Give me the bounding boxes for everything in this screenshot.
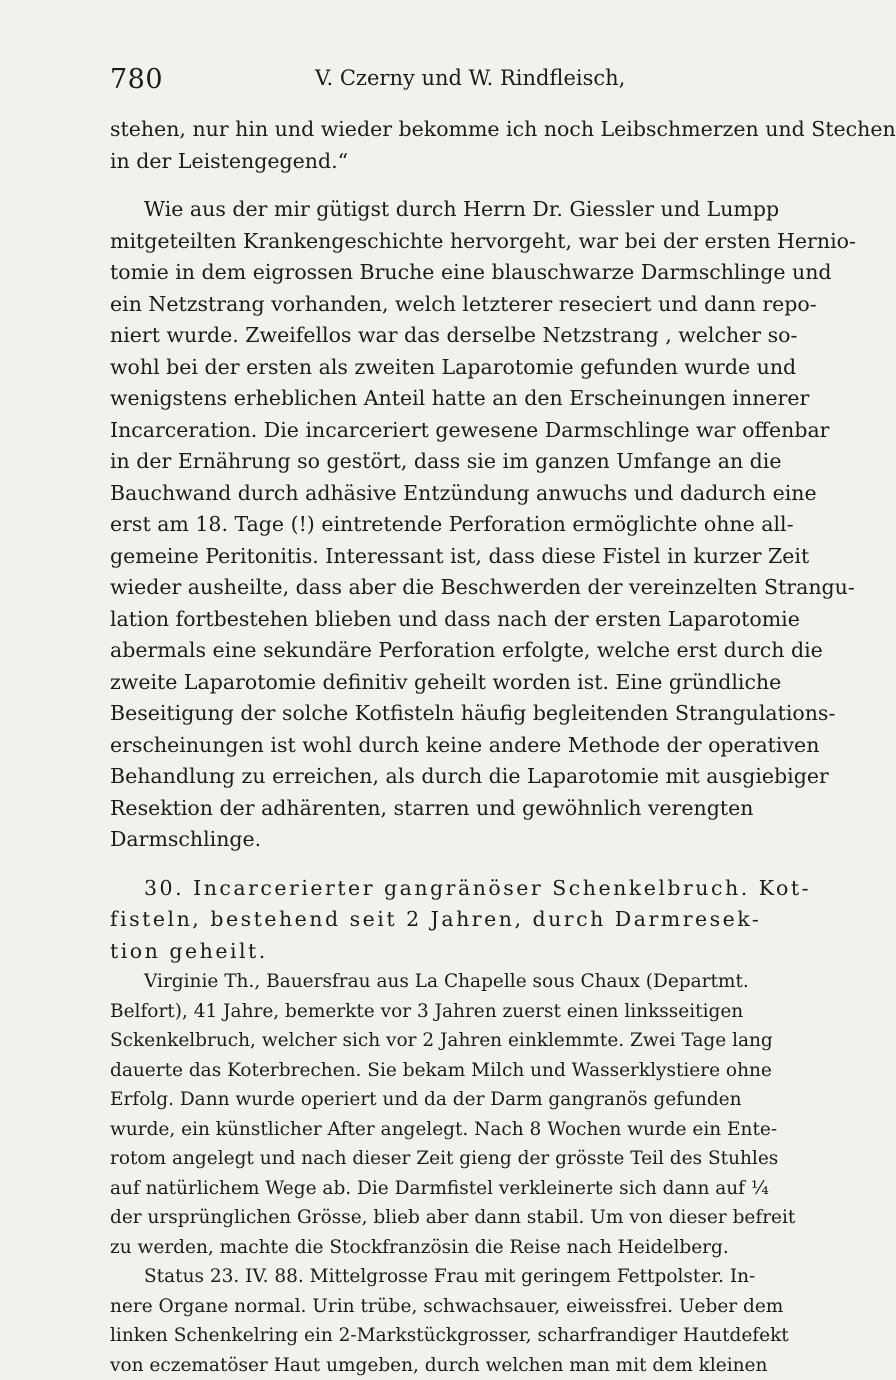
text-line: Bauchwand durch adhäsive Entzündung anwuchs und dadurch eine bbox=[110, 478, 810, 510]
case-history bbox=[110, 967, 810, 1262]
text-line: Erfolg. Dann wurde operiert und da der Darm gangranös gefunden bbox=[110, 1085, 810, 1115]
text-line: Incarceration. Die incarceriert gewesene Darmschlinge war offenbar bbox=[110, 415, 810, 447]
page-header bbox=[110, 64, 720, 96]
text-line: 30. Incarcerierter gangränöser Schenkelbruch. Kot- bbox=[110, 873, 810, 905]
text-line: nere Organe normal. Urin trübe, schwachsauer, eiweissfrei. Ueber dem bbox=[110, 1292, 810, 1322]
text-line: tion geheilt. bbox=[110, 936, 810, 968]
text-line: zweite Laparotomie definitiv geheilt worden ist. Eine gründliche bbox=[110, 667, 810, 699]
text-line: erst am 18. Tage (!) eintretende Perforation ermöglichte ohne all- bbox=[110, 509, 810, 541]
text-line: Darmschlinge. bbox=[110, 824, 810, 856]
text-line: lation fortbestehen blieben und dass nach der ersten Laparotomie bbox=[110, 604, 810, 636]
text-line: wenigstens erheblichen Anteil hatte an den Erscheinungen innerer bbox=[110, 383, 810, 415]
text-line: Beseitigung der solche Kotfisteln häufig begleitenden Strangulations- bbox=[110, 698, 810, 730]
text-line: Status 23. IV. 88. Mittelgrosse Frau mit geringem Fettpolster. In- bbox=[110, 1262, 810, 1292]
text-line: wurde, ein künstlicher After angelegt. Nach 8 Wochen wurde ein Ente- bbox=[110, 1115, 810, 1145]
text-line: linken Schenkelring ein 2-Markstückgrosser, scharfrandiger Hautdefekt bbox=[110, 1321, 810, 1351]
text-line: Belfort), 41 Jahre, bemerkte vor 3 Jahren zuerst einen linksseitigen bbox=[110, 997, 810, 1027]
text-line: mitgeteilten Krankengeschichte hervorgeht, war bei der ersten Hernio- bbox=[110, 226, 810, 258]
text-line: ein Netzstrang vorhanden, welch letzterer reseciert und dann repo- bbox=[110, 289, 810, 321]
paragraph-quote-end bbox=[110, 114, 810, 177]
text-line: stehen, nur hin und wieder bekomme ich noch Leibschmerzen und Stechen bbox=[110, 114, 810, 146]
paragraph-discussion bbox=[110, 194, 810, 856]
text-line: in der Leistengegend.“ bbox=[110, 146, 810, 178]
text-line: auf natürlichem Wege ab. Die Darmfistel verkleinerte sich dann auf ¼ bbox=[110, 1174, 810, 1204]
text-line: dauerte das Koterbrechen. Sie bekam Milch und Wasserklystiere ohne bbox=[110, 1056, 810, 1086]
text-line: erscheinungen ist wohl durch keine andere Methode der operativen bbox=[110, 730, 810, 762]
text-line: rotom angelegt und nach dieser Zeit gieng der grösste Teil des Stuhles bbox=[110, 1144, 810, 1174]
text-line: wieder ausheilte, dass aber die Beschwerden der vereinzelten Strangu- bbox=[110, 572, 810, 604]
text-line: Virginie Th., Bauersfrau aus La Chapelle sous Chaux (Departmt. bbox=[110, 967, 810, 997]
page-body bbox=[110, 114, 810, 1380]
text-line: fisteln, bestehend seit 2 Jahren, durch Darmresek- bbox=[110, 904, 810, 936]
text-line: Sckenkelbruch, welcher sich vor 2 Jahren einklemmte. Zwei Tage lang bbox=[110, 1026, 810, 1056]
page-number: 780 bbox=[110, 64, 163, 95]
text-line: von eczematöser Haut umgeben, durch welchen man mit dem kleinen bbox=[110, 1351, 810, 1380]
text-line: in der Ernährung so gestört, dass sie im ganzen Umfange an die bbox=[110, 446, 810, 478]
case-heading bbox=[110, 873, 810, 968]
text-line: der ursprünglichen Grösse, blieb aber dann stabil. Um von dieser befreit bbox=[110, 1203, 810, 1233]
text-line: zu werden, machte die Stockfranzösin die Reise nach Heidelberg. bbox=[110, 1233, 810, 1263]
status-paragraph bbox=[110, 1262, 810, 1380]
text-line: Behandlung zu erreichen, als durch die Laparotomie mit ausgiebiger bbox=[110, 761, 810, 793]
text-line: abermals eine sekundäre Perforation erfolgte, welche erst durch die bbox=[110, 635, 810, 667]
running-head: V. Czerny und W. Rindfleisch, bbox=[315, 66, 625, 90]
text-line: Wie aus der mir gütigst durch Herrn Dr. Giessler und Lumpp bbox=[110, 194, 810, 226]
text-line: wohl bei der ersten als zweiten Laparotomie gefunden wurde und bbox=[110, 352, 810, 384]
text-line: gemeine Peritonitis. Interessant ist, dass diese Fistel in kurzer Zeit bbox=[110, 541, 810, 573]
text-line: Resektion der adhärenten, starren und gewöhnlich verengten bbox=[110, 793, 810, 825]
text-line: tomie in dem eigrossen Bruche eine blauschwarze Darmschlinge und bbox=[110, 257, 810, 289]
text-line: niert wurde. Zweifellos war das derselbe Netzstrang , welcher so- bbox=[110, 320, 810, 352]
